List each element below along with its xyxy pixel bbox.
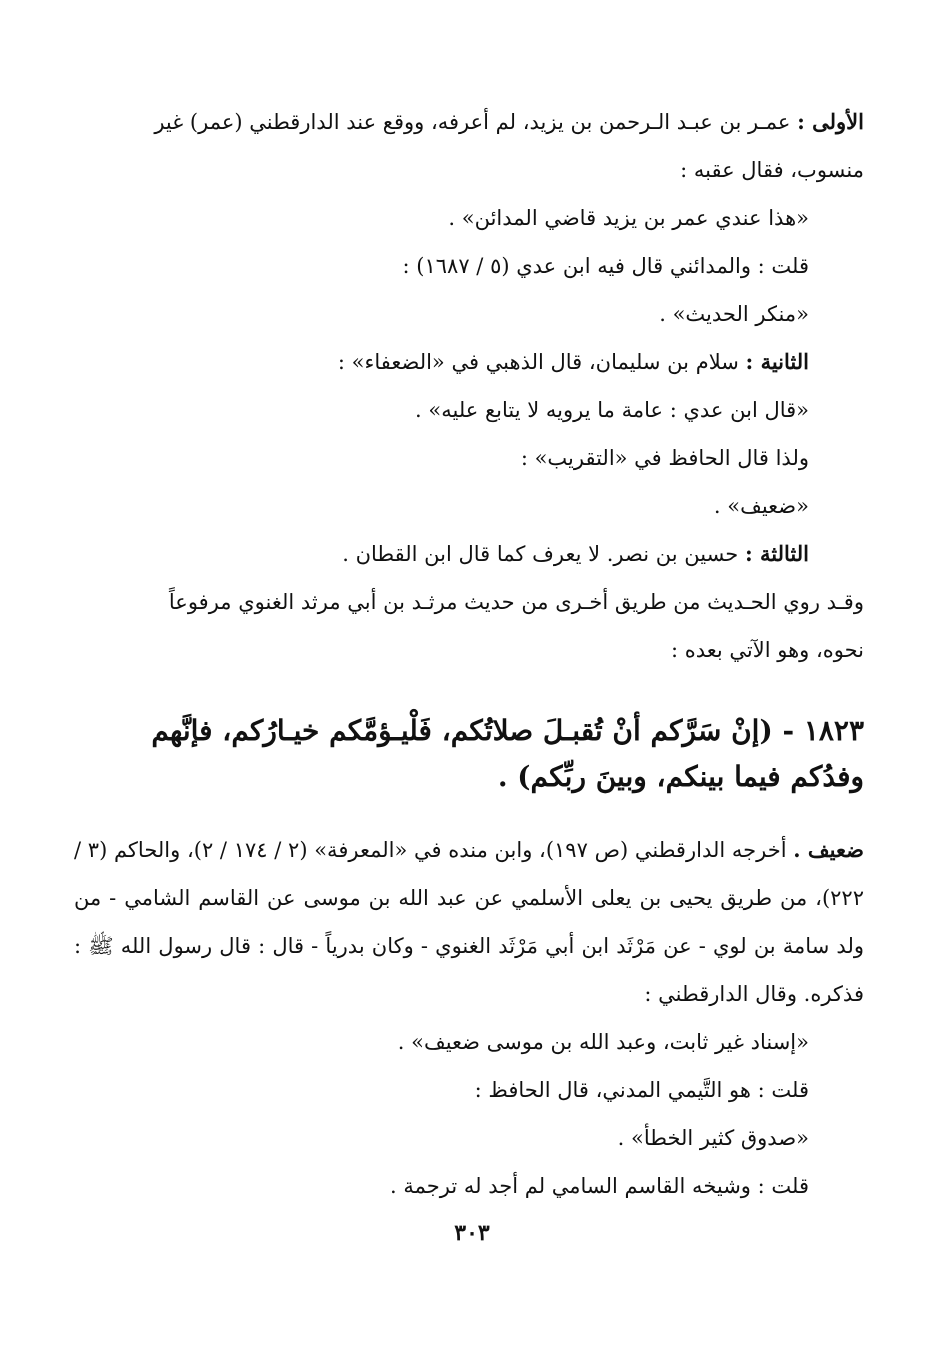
paragraph-line: نحوه، وهو الآتي بعده :	[670, 638, 864, 662]
hadith-text: - (إنْ سَرَّكم أنْ تُقبـلَ صلاتُكم، فَلْيـؤمَّكم خيـارُكم، فإنَّهم وفدُكم فيما بينكم، وبينَ ربِّكم) .	[151, 714, 864, 793]
comment-line: قلت : وشيخه القاسم السامي لم أجد له ترجمة .	[390, 1174, 809, 1198]
third-label: الثالثة :	[744, 541, 809, 566]
quote-line: «قال ابن عدي : عامة ما يرويه لا يتابع عليه» .	[415, 398, 809, 422]
second-text: سلام بن سليمان، قال الذهبي في «الضعفاء» :	[337, 350, 739, 374]
quote-line: «منكر الحديث» .	[659, 302, 809, 326]
second-narrator-line	[338, 338, 809, 386]
page-number: ٣٠٣	[454, 1220, 490, 1246]
comment-line: قلت : والمدائني قال فيه ابن عدي (٥ / ١٦٨٧) :	[402, 254, 809, 278]
quote-line: «ضعيف» .	[713, 494, 809, 518]
quote-line: «صدوق كثير الخطأ» .	[617, 1126, 809, 1150]
third-narrator-line	[342, 530, 809, 578]
first-continuation: منسوب، فقال عقبه :	[680, 158, 864, 182]
comment-line: ولذا قال الحافظ في «التقريب» :	[520, 446, 809, 470]
takhrij-text: أخرجه الدارقطني (ص ١٩٧)، وابن منده في «المعرفة» (٢ / ١٧٤ / ٢)، والحاكم (٣ / ٢٢٢)، من طريق يحيى بن يعلى الأسلمي عن عبد الله بن موسى عن القاسم الشامي - من ولد سامة بن لوي - عن مَرْثَد ابن أبي مَرْثَد الغنوي - وكان بدرياً - قال : قال رسول الله ﷺ : فذكره. وقال الدارقطني :	[74, 838, 864, 1006]
quote-line: «إسناد غير ثابت، وعبد الله بن موسى ضعيف» .	[397, 1030, 809, 1054]
takhrij-paragraph	[74, 826, 864, 1018]
first-label: الأولى :	[797, 109, 864, 134]
third-text: حسين بن نصر. لا يعرف كما قال ابن القطان .	[342, 542, 739, 566]
comment-line: قلت : هو التَّيمي المدني، قال الحافظ :	[474, 1078, 809, 1102]
hadith-number: ١٨٢٣	[803, 714, 864, 747]
second-label: الثانية :	[745, 349, 809, 374]
quote-line: «هذا عندي عمر بن يزيد قاضي المدائن» .	[448, 206, 809, 230]
first-text: عمـر بن عبـد الـرحمن بن يزيد، لم أعرفه، ووقع عند الدارقطني (عمر) غير	[154, 110, 791, 134]
hadith-heading	[74, 708, 864, 800]
paragraph-line: وقـد روي الحـديث من طريق أخـرى من حديث مرثـد بن أبي مرثد الغنوي مرفوعاً	[168, 590, 864, 614]
first-narrator-line	[74, 98, 864, 146]
grade-label: ضعيف .	[793, 837, 864, 862]
